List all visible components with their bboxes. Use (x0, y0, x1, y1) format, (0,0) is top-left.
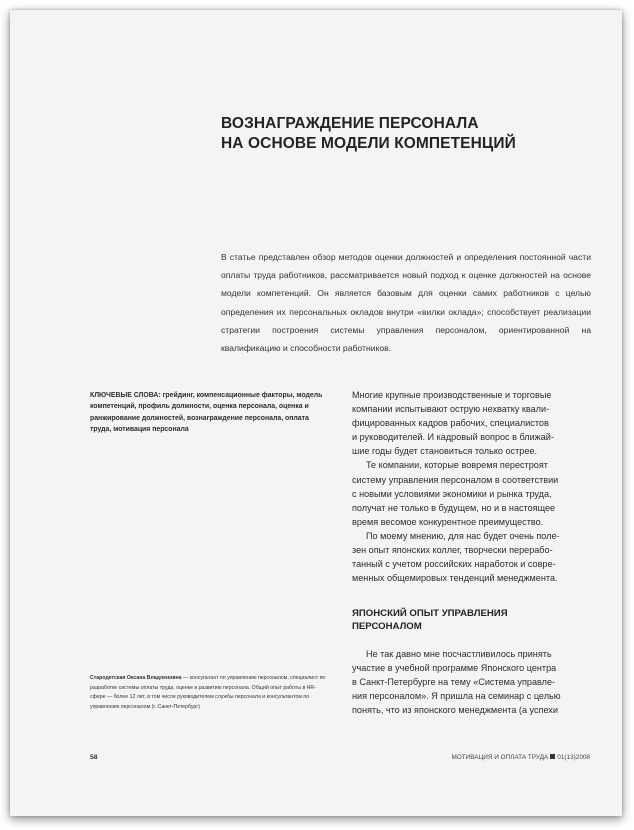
body-line: Многие крупные производственные и торговые (352, 390, 552, 400)
body-line: систему управления персоналом в соответствии (352, 474, 559, 485)
body-line: понять, что из японского менеджмента (а успехи (352, 705, 558, 716)
body-line: фицированных кадров рабочих, специалистов (352, 418, 549, 429)
body-line: По моему мнению, для нас будет очень поле- (366, 530, 560, 541)
body-column-section (352, 647, 588, 717)
body-line: в Санкт-Петербурге на тему «Система управле- (352, 677, 556, 688)
author-note (90, 674, 330, 712)
square-bullet-icon (550, 754, 555, 759)
article-abstract: В статье представлен обзор методов оценки должностей и определения постоянной части оплаты труда работников, рассматривается новый подход к оценке должностей на основе модели компетенций. Он является базовым для оценки самих работников с целью определения их персональных окладов внутри «вилки оклада»; способствует реализации стратегии построения системы управления персоналом, ориентированной на квалификацию и способности работников. (221, 252, 591, 354)
body-line: и руководителей. И кадровый вопрос в ближай- (352, 432, 554, 443)
body-line: с новыми условиями экономики и рынка труда, (352, 488, 552, 499)
body-line: зен опыт японских коллег, творчески перерабо- (352, 545, 553, 556)
body-line: получат не только в будущем, но и в настоящее (352, 502, 556, 513)
article-title-line-2: НА ОСНОВЕ МОДЕЛИ КОМПЕТЕНЦИЙ (221, 135, 516, 152)
section-heading-line-2: ПЕРСОНАЛОМ (352, 621, 422, 632)
body-line: танный с учетом российских наработок и совре- (352, 559, 556, 570)
keywords-block (90, 390, 330, 435)
journal-issue: 01(13)2008 (557, 754, 590, 761)
keywords-label: КЛЮЧЕВЫЕ СЛОВА: (90, 392, 161, 399)
body-line: участие в учебной программе Японского центра (352, 663, 557, 674)
author-bio: — консультант по управлению персоналом, специалист по разработке системы оплаты труда, оценке и развитию персонала. Общий опыт работы в HR-сфере — более 12 лет, в том числе руководителем службы персонала и консультантом по управлению персоналом (г. Санкт-Петербург) (90, 675, 326, 710)
article-title (221, 114, 581, 154)
body-line: ния персоналом». Я пришла на семинар с целью (352, 691, 561, 702)
section-heading (352, 607, 588, 633)
body-line: менных общемировых тенденций менеджмента. (352, 573, 558, 584)
body-line: компании испытывают острую нехватку квали- (352, 404, 550, 415)
body-line: Не так давно мне посчастливилось принять (366, 649, 552, 659)
body-column (352, 388, 588, 585)
keywords-text: грейдинг, компенсационные факторы, модель компетенций, профиль должности, оценка персонала, оценка и ранжирование должностей, вознаграждение персонала, оплата труда, мотивация персонала (90, 392, 323, 433)
page-sheet (10, 10, 622, 816)
section-heading-line-1: ЯПОНСКИЙ ОПЫТ УПРАВЛЕНИЯ (352, 608, 508, 619)
author-name: Стародетская Оксана Владленовна (90, 675, 182, 681)
journal-name: МОТИВАЦИЯ И ОПЛАТА ТРУДА (451, 754, 549, 761)
body-line: время весомое конкурентное преимущество. (352, 516, 544, 527)
page-number: 58 (90, 754, 98, 761)
body-line: Те компании, которые вовремя перестроят (366, 460, 548, 471)
running-footer (435, 754, 590, 761)
article-title-line-1: ВОЗНАГРАЖДЕНИЕ ПЕРСОНАЛА (221, 115, 479, 132)
body-line: шие годы будет становиться только острее. (352, 446, 537, 457)
